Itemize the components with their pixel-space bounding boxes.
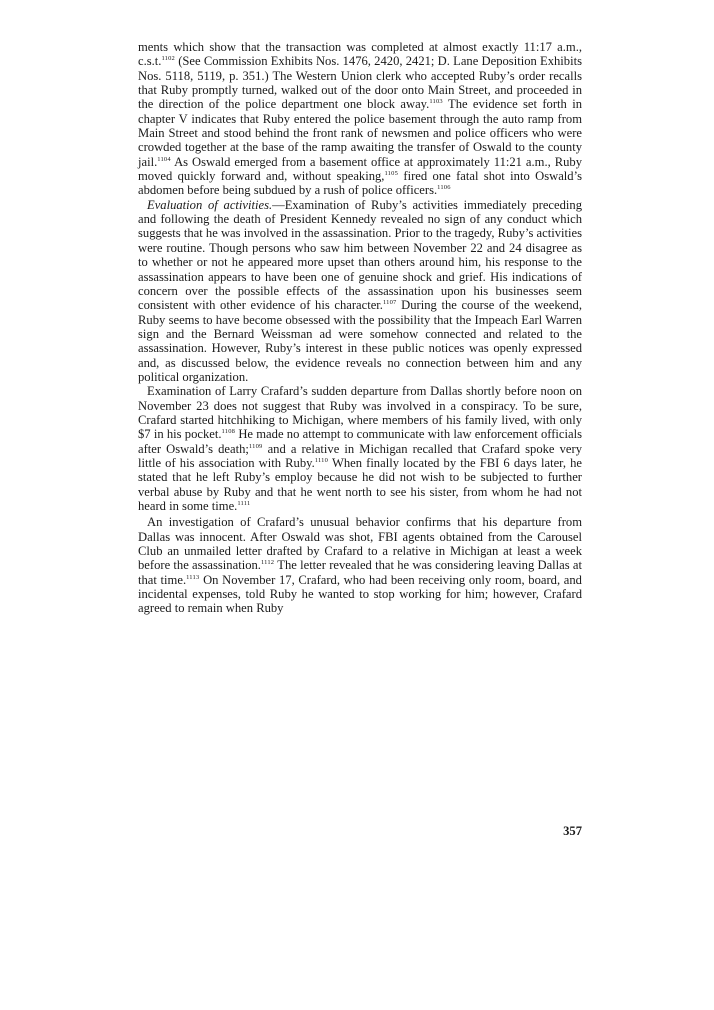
run-in-heading: Evaluation of activities. <box>147 197 273 212</box>
text-run: ments which show that the transaction was completed at almost exactly 11:17 a.m., c.s.t. <box>138 40 582 69</box>
footnote-ref-1104: 1104 <box>157 155 171 163</box>
footnote-ref-1105: 1105 <box>384 170 399 178</box>
footnote-ref-1106: 1106 <box>437 184 451 192</box>
text-run: (See Commission Exhibits Nos. 1476, 2420, 2421; D. Lane Deposition Exhibits Nos. 5118, 5119, p. 351.) The Western Union clerk who accepted Ruby’s order recalls that Ruby promptly turned, walked out of the door onto Main Street, and proceeded in the direction of the police department one block away. <box>138 54 582 112</box>
footnote-ref-1111: 1111 <box>237 500 251 507</box>
text-run: Examination of Larry Crafard’s sudden departure from Dallas shortly before noon on November 23 does not suggest that Ruby was involved in a conspiracy. To be sure, Crafard started hitchhiking to Michigan, where members of his family lived, with only $7 in his pocket. <box>138 384 582 442</box>
footnote-ref-1102: 1102 <box>161 55 175 63</box>
footnote-ref-1112: 1112 <box>260 559 275 567</box>
text-run: and a relative in Michigan recalled that Crafard spoke very little of his association with Ruby. <box>138 441 583 470</box>
paragraph-2 <box>138 198 582 384</box>
footnote-ref-1103: 1103 <box>429 98 443 106</box>
text-run: As Oswald emerged from a basement office at approximately 11:21 a.m., Ruby moved quickly forward and, without speaking, <box>138 154 582 184</box>
footnote-ref-1109: 1109 <box>248 442 263 450</box>
text-run: The letter revealed that he was considering leaving Dallas at that time. <box>138 558 582 587</box>
text-run: The evidence set forth in chapter V indicates that Ruby entered the police basement through the auto ramp from Main Street and stood behind the front rank of newsmen and police officers who were crowded together at the base of the ramp awaiting the transfer of Oswald to the county jail. <box>138 97 582 169</box>
text-run: He made no attempt to communicate with law enforcement officials after Oswald’s death; <box>138 427 582 456</box>
text-run: When finally located by the FBI 6 days later, he stated that he left Ruby’s employ because he did not wish to be subjected to further verbal abuse by Ruby and that he went north to see his sister, from whom he had not heard in some time. <box>138 455 583 513</box>
text-run: fired one fatal shot into Oswald’s abdomen before being subdued by a rush of police officers. <box>138 169 582 198</box>
document-page <box>138 40 582 616</box>
paragraph-3 <box>138 384 582 513</box>
text-run: —Examination of Ruby’s activities immediately preceding and following the death of President Kennedy revealed no sign of any conduct which suggests that he was involved in the assassination. Prior to the tragedy, Ruby’s activities were routine. Though persons who saw him between November 22 and 24 disagree as to whether or not he appeared more upset than others around him, his response to the assassination appears to have been one of genuine shock and grief. His indications of concern over the possible effects of the assassination upon his businesses seem consistent with other evidence of his character. <box>138 197 582 313</box>
text-run: During the course of the weekend, Ruby seems to have become obsessed with the possibility that the Impeach Earl Warren sign and the Bernard Weissman ad were somehow connected and related to the assassination. However, Ruby’s interest in these public notices was openly expressed and, as discussed below, the evidence reveals no connection between him and any political organization. <box>138 298 582 384</box>
footnote-ref-1113: 1113 <box>186 573 200 581</box>
footnote-ref-1108: 1108 <box>221 428 236 436</box>
text-run: On November 17, Crafard, who had been receiving only room, board, and incidental expenses, told Ruby he wanted to stop working for him; however, Crafard agreed to remain when Ruby <box>138 572 582 616</box>
paragraph-4 <box>138 515 582 615</box>
text-run: An investigation of Crafard’s unusual behavior confirms that his departure from Dallas was innocent. After Oswald was shot, FBI agents obtained from the Carousel Club an unmailed letter drafted by Crafard to a relative in Michigan at least a week before the assassination. <box>138 515 582 573</box>
page-number: 357 <box>563 824 582 838</box>
paragraph-1 <box>138 40 582 198</box>
footnote-ref-1107: 1107 <box>382 299 397 307</box>
footnote-ref-1110: 1110 <box>314 456 329 464</box>
